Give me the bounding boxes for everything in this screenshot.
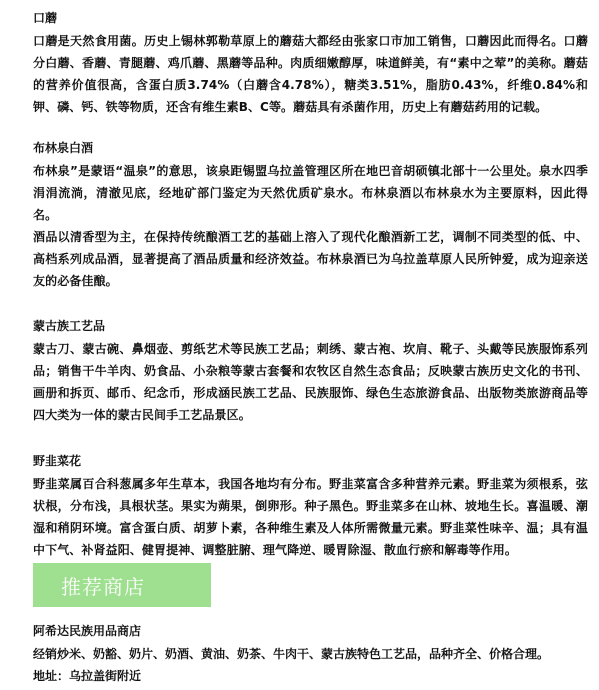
store-address: 地址：乌拉盖街附近 <box>33 669 142 683</box>
section-paragraph: 酒品以清香型为主，在保持传统酿酒工艺的基础上溶入了现代化酿酒新工艺，调制不同类型的低、中、高档系列成品酒，显著提高了酒品质量和经济效益。布林泉酒已为乌拉盖草原人民所钟爱，成为迎亲送友的必备佳酿。 <box>33 230 588 288</box>
store-entry <box>33 623 588 687</box>
store-name[interactable]: 阿希达民族用品商店 <box>33 624 142 638</box>
section-bulinquan <box>33 140 588 292</box>
section-wild-leek <box>33 453 588 561</box>
section-paragraph: 布林泉”是蒙语“温泉”的意思，该泉距锡盟乌拉盖管理区所在地巴音胡硕镇北部十一公里处。泉水四季涓涓流淌，清澈见底，经地矿部门鉴定为天然优质矿泉水。布林泉酒以布林泉水为主要原料，因此得名。 <box>33 164 588 222</box>
section-paragraph: 口蘑是天然食用菌。历史上锡林郭勒草原上的蘑菇大都经由张家口市加工销售，口蘑因此而得名。口蘑分白蘑、香蘑、青腿蘑、鸡爪蘑、黑蘑等品种。肉质细嫩醇厚，味道鲜美，有“素中之荤”的美称。蘑菇的营养价值很高，含蛋白质3.74%（白蘑含4.78%），糖类3.51%，脂肪0.43%，纤维0.84%和钾、磷、钙、铁等物质，还含有维生素B、C等。蘑菇具有杀菌作用，历史上有蘑菇药用的记载。 <box>33 34 588 114</box>
recommended-stores-banner <box>33 563 211 607</box>
recommended-stores-label: 推荐商店 <box>61 574 145 599</box>
section-title: 口蘑 <box>33 11 58 25</box>
section-title: 野韭菜花 <box>33 454 82 468</box>
section-title: 布林泉白酒 <box>33 141 94 155</box>
section-title: 蒙古族工艺品 <box>33 319 106 333</box>
section-crafts <box>33 318 588 426</box>
section-koumo <box>33 10 588 118</box>
section-paragraph: 野韭菜属百合科葱属多年生草本，我国各地均有分布。野韭菜富含多种营养元素。野韭菜为须根系，弦状根，分布浅，具根状茎。果实为蒴果，倒卵形。种子黑色。野韭菜多在山林、坡地生长。喜温暖、潮湿和稍阴环境。富含蛋白质、胡萝卜素，各种维生素及人体所需微量元素。野韭菜性味辛、温；具有温中下气、补肾益阳、健胃提神、调整脏腑、理气降逆、暖胃除湿、散血行瘀和解毒等作用。 <box>33 477 588 557</box>
section-paragraph: 蒙古刀、蒙古碗、鼻烟壶、剪纸艺术等民族工艺品；刺绣、蒙古袍、坎肩、靴子、头戴等民族服饰系列品；销售干牛羊肉、奶食品、小杂粮等蒙古套餐和农牧区自然生态食品；反映蒙古族历史文化的书刊、画册和拆页、邮币、纪念币，形成涵民族工艺品、民族服饰、绿色生态旅游食品、出版物类旅游商品等四大类为一体的蒙古民间手工艺品景区。 <box>33 342 588 422</box>
store-business: 经销炒米、奶豁、奶片、奶酒、黄油、奶茶、牛肉干、蒙古族特色工艺品，品种齐全、价格合理。 <box>33 647 550 661</box>
